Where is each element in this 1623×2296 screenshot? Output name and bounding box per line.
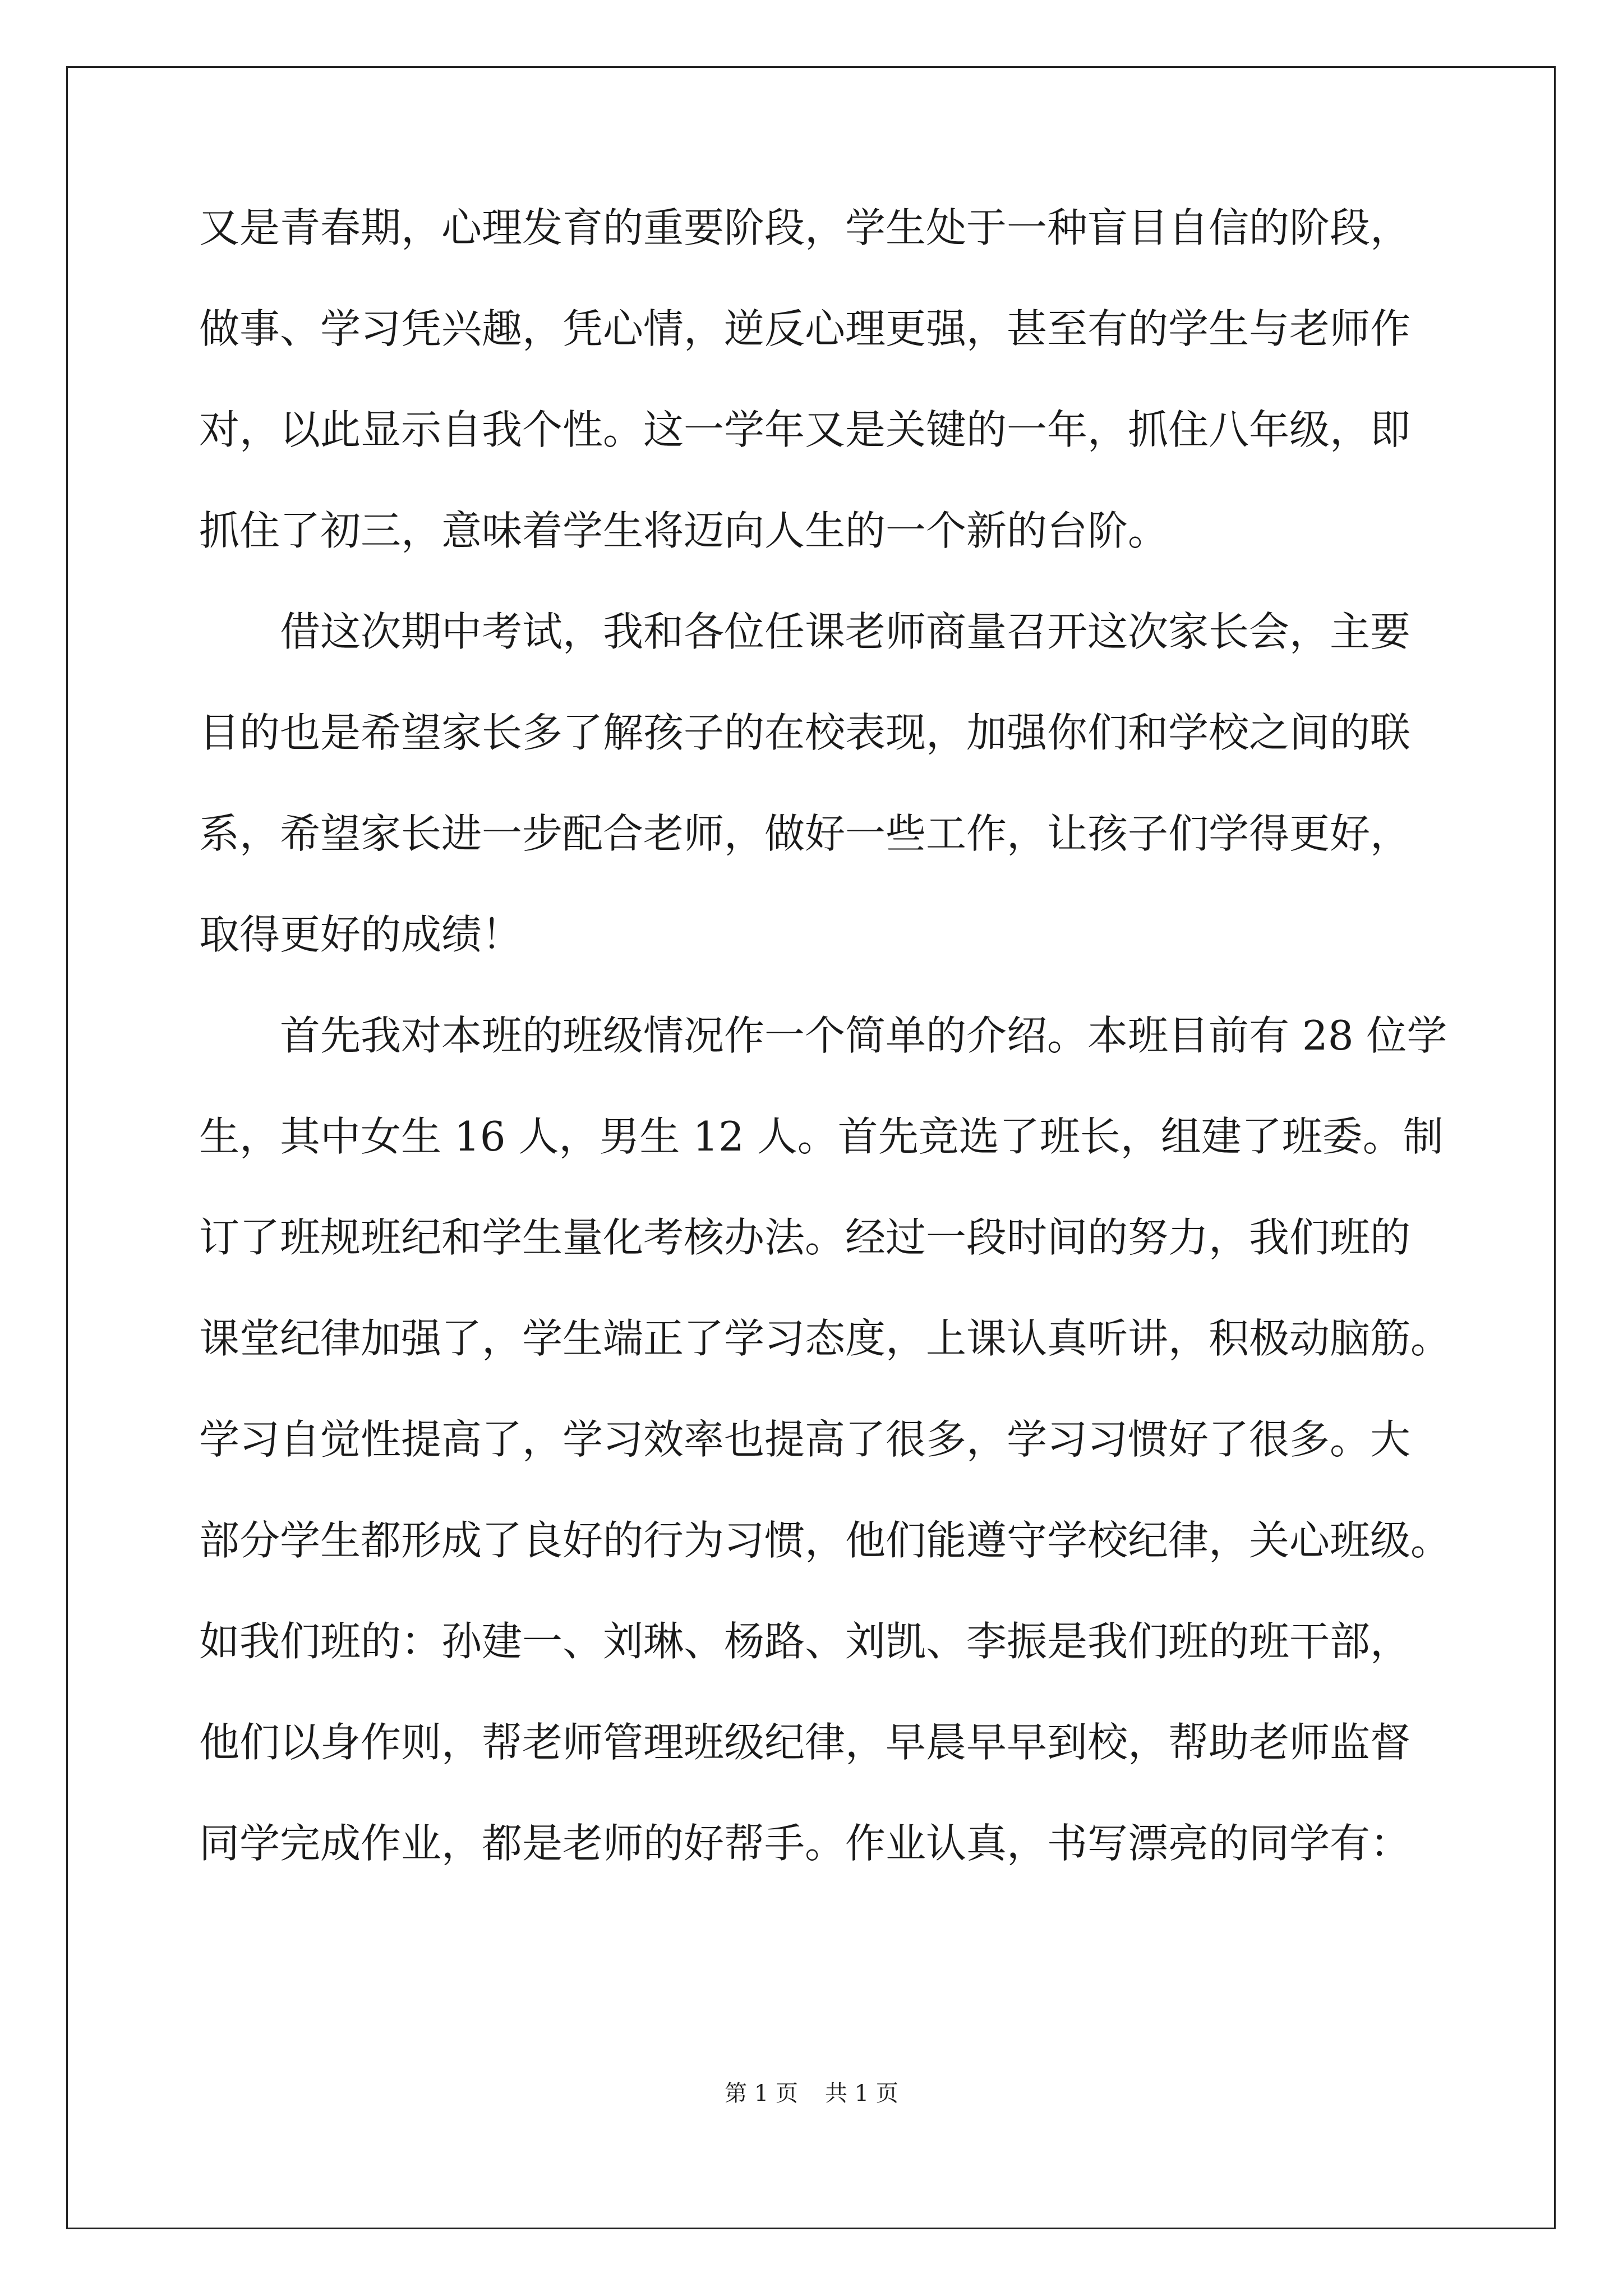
text-line: 同学完成作业，都是老师的好帮手。作业认真，书写漂亮的同学有： [199,1820,1411,1867]
text-line: 部分学生都形成了良好的行为习惯，他们能遵守学校纪律，关心班级。 [199,1517,1451,1564]
text-line: 对，以此显示自我个性。这一学年又是关键的一年，抓住八年级，即 [199,406,1411,453]
text-line: 他们以身作则，帮老师管理班级纪律，早晨早早到校，帮助老师监督 [199,1719,1411,1766]
text-line: 系，希望家长进一步配合老师，做好一些工作，让孩子们学得更好， [199,810,1411,857]
text-line: 首先我对本班的班级情况作一个简单的介绍。本班目前有 28 位学 [280,1012,1447,1059]
text-line: 订了班规班纪和学生量化考核办法。经过一段时间的努力，我们班的 [199,1214,1411,1261]
text-line: 目的也是希望家长多了解孩子的在校表现，加强你们和学校之间的联 [199,709,1411,756]
text-line: 取得更好的成绩！ [199,911,523,958]
page-total: 共 1 页 [825,2081,898,2106]
text-line: 又是青春期，心理发育的重要阶段，学生处于一种盲目自信的阶段， [199,204,1411,251]
text-line: 学习自觉性提高了，学习效率也提高了很多，学习习惯好了很多。大 [199,1416,1411,1463]
page-footer [0,2076,1623,2108]
text-line: 课堂纪律加强了，学生端正了学习态度，上课认真听讲，积极动脑筋。 [199,1315,1451,1362]
page-number: 第 1 页 [725,2081,798,2106]
text-line: 做事、学习凭兴趣，凭心情，逆反心理更强，甚至有的学生与老师作 [199,305,1411,352]
text-line: 借这次期中考试，我和各位任课老师商量召开这次家长会，主要 [280,608,1411,655]
text-line: 生，其中女生 16 人，男生 12 人。首先竞选了班长，组建了班委。制 [199,1113,1444,1160]
text-line: 抓住了初三，意味着学生将迈向人生的一个新的台阶。 [199,507,1169,554]
text-line: 如我们班的：孙建一、刘琳、杨路、刘凯、李振是我们班的班干部， [199,1618,1411,1665]
